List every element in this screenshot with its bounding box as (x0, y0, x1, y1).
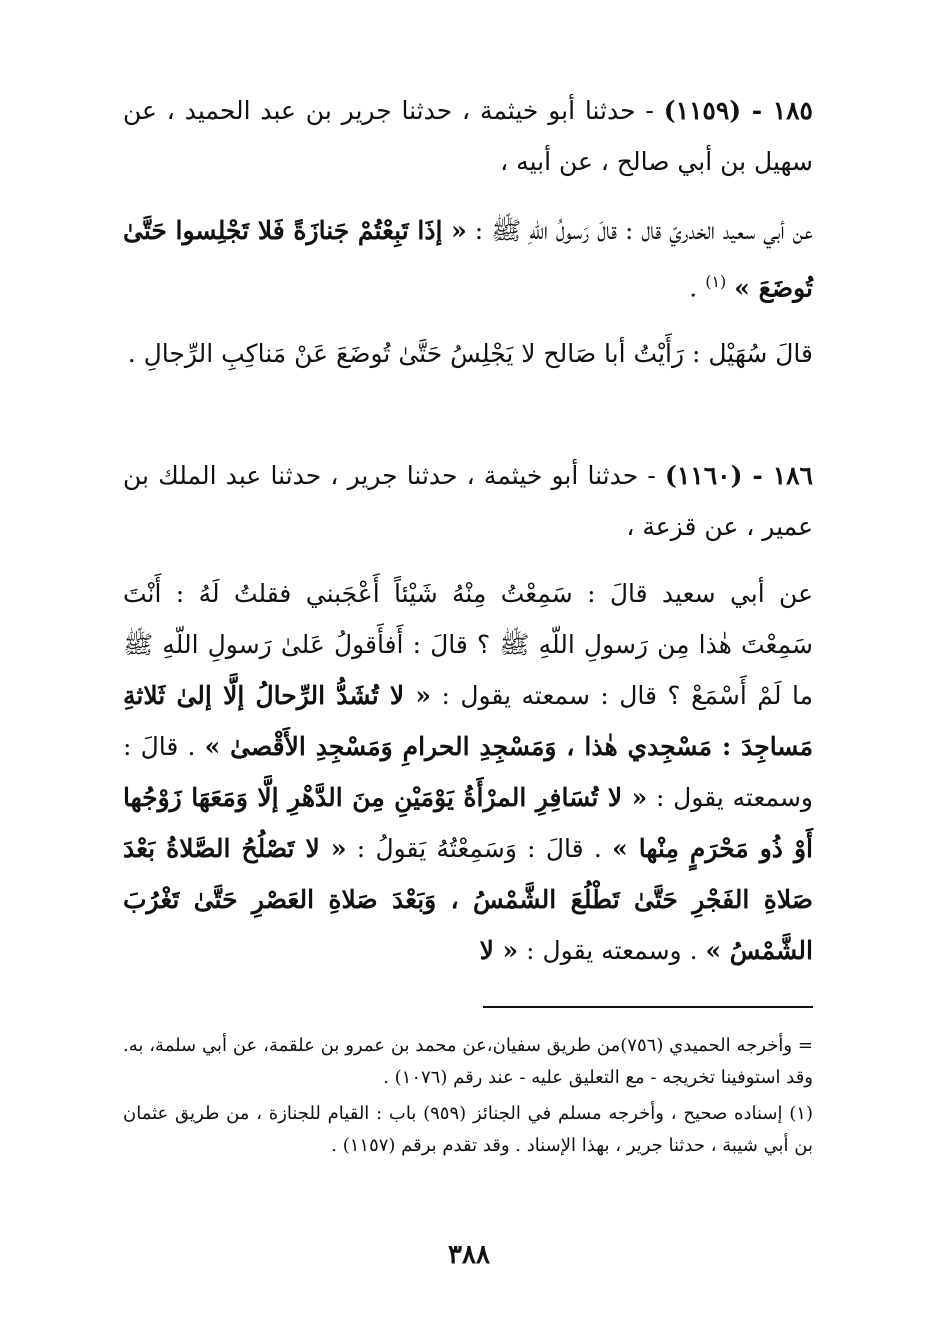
hadith-186-number: ١٨٦ - (١١٦٠) (665, 461, 813, 490)
page-number: ٣٨٨ (448, 1240, 490, 1270)
footnote-reference: (١) (705, 272, 727, 291)
footnote-continuation (123, 1030, 813, 1094)
hadith-186-quote-4-start: « لا (479, 936, 519, 965)
hadith-185-intro: عن أبي سعيد الخدريّ قال : قالَ رَسولُ اللّهِ ﷺ : (474, 216, 814, 245)
continuation-mark: = (797, 1035, 813, 1056)
hadith-186-part-3: . قالَ : وَسَمِعْتُهُ يَقولُ : (356, 834, 602, 863)
hadith-185-number: ١٨٥ - (١١٥٩) (663, 96, 813, 125)
hadith-186-part-1: عن أبي سعيد قالَ : سَمِعْتُ مِنْهُ شَيْئاً أَعْجَبني فقلتُ لَهُ : أَنْتَ سَمِعْتَ هٰذا مِن رَسولِ اللّهِ ﷺ ؟ قالَ : أَفأَقولُ عَلىٰ رَسولِ اللّهِ ﷺ ما لَمْ أَسْمَعْ ؟ قال : سمعته يقول : (123, 579, 813, 710)
hadith-185-text (123, 205, 813, 313)
footnote-separator (483, 1006, 813, 1008)
hadith-185-chain-text: - حدثنا أبو خيثمة ، حدثنا جرير بن عبد الحميد ، عن سهيل بن أبي صالح ، عن أبيه ، (123, 96, 813, 176)
hadith-186-quote-3: « لا تَصْلُحُ الصَّلاةُ بَعْدَ صَلاةِ الفَجْرِ حَتَّىٰ تَطْلُعَ الشَّمْسُ ، وَبَعْدَ صَلاةِ العَصْرِ حَتَّىٰ تَغْرُبَ الشَّمْسُ » (123, 834, 813, 965)
hadith-185-chain (123, 85, 813, 187)
hadith-185-quote: « إذَا تَبِعْتُمْ جَنازَةً فَلا تَجْلِسوا حَتَّىٰ تُوضَعَ » (123, 216, 813, 303)
continuation-text: وأخرجه الحميدي (٧٥٦)من طريق سفيان،عن محمد بن عمرو بن علقمة، عن أبي سلمة، به. وقد استوفينا تخريجه - مع التعليق عليه - عند رقم (١٠٧٦) . (123, 1035, 813, 1088)
hadith-186-part-2: . قالَ : وسمعته يقول : (123, 732, 814, 812)
hadith-186-quote-1: « لا تُشَدُّ الرِّحالُ إلَّا إلىٰ ثَلاثةِ مَساجِدَ : مَسْجِدي هٰذا ، وَمَسْجِدِ الحرامِ وَمَسْجِدِ الأَقْصىٰ » (123, 681, 813, 761)
footnote-1: (١) إسناده صحيح ، وأخرجه مسلم في الجنائز (٩٥٩) باب : القيام للجنازة ، من طريق عثمان بن أبي شيبة ، حدثنا جرير ، بهذا الإسناد . وقد تقدم برقم (١١٥٧) . (123, 1103, 813, 1156)
hadith-186-quote-2: « لا تُسَافِرِ المرْأَةُ يَوْمَيْنِ مِنَ الدَّهْرِ إلَّا وَمَعَهَا زَوْجُها أَوْ ذُو مَحْرَمٍ مِنْها » (123, 783, 813, 863)
suhail-statement: قالَ سُهَيْل : رَأَيْتُ أبا صَالح لا يَجْلِسُ حَتَّىٰ تُوضَعَ عَنْ مَناكِبِ الرِّجالِ . (127, 339, 813, 368)
hadith-186-chain-text: - حدثنا أبو خيثمة ، حدثنا جرير ، حدثنا عبد الملك بن عمير ، عن قزعة ، (123, 461, 813, 541)
hadith-186-text (123, 568, 813, 976)
hadith-186-part-4: . وسمعته يقول : (526, 936, 698, 965)
hadith-185-end: . (689, 273, 698, 303)
footnotes (123, 1030, 813, 1166)
hadith-186-chain (123, 450, 813, 552)
